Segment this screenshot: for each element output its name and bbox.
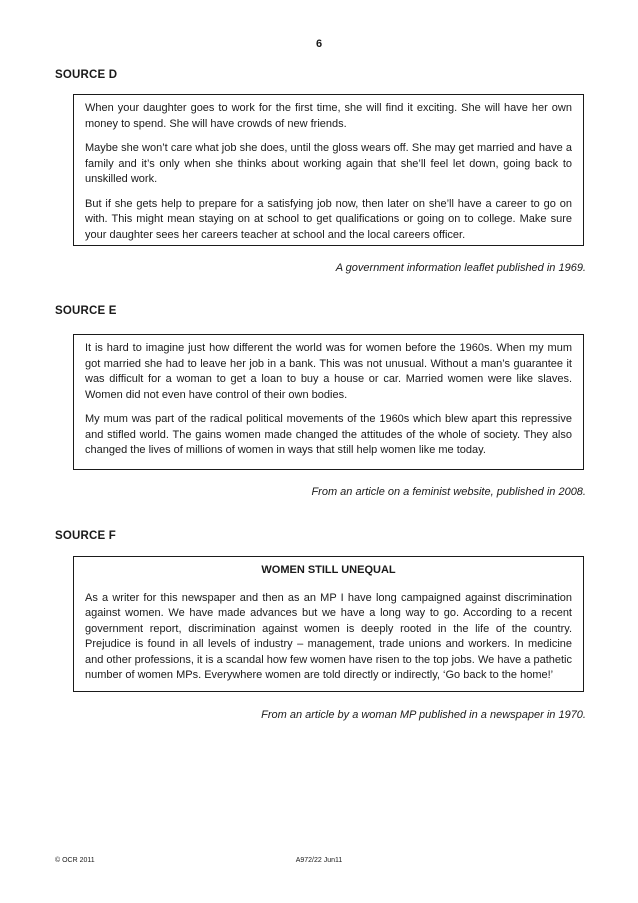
page-number: 6 (315, 38, 323, 50)
source-d-paragraph-3: But if she gets help to prepare for a satisfying job now, then later on she’ll have a career to go on with. This might mean staying on at school to get qualifications or going on to college. Make sure your daughter sees her careers teacher at school and the local careers officer. (85, 197, 572, 241)
source-d-box (73, 94, 584, 246)
source-d-paragraph-1: When your daughter goes to work for the first time, she will find it exciting. She will have her own money to spend. She will have crowds of new friends. (85, 102, 572, 130)
source-f-caption: From an article by a woman MP published in a newspaper in 1970. (261, 709, 586, 721)
source-d-heading: SOURCE D (55, 69, 118, 81)
source-f-title: WOMEN STILL UNEQUAL (261, 564, 396, 576)
source-e-paragraph-2: My mum was part of the radical political movements of the 1960s which blew apart this repressive and stifled world. The gains women made changed the attitudes of the whole of society. They also changed the lives of millions of women in ways that still help women like me today. (85, 413, 572, 456)
source-d-caption: A government information leaflet published in 1969. (335, 262, 586, 274)
footer-code: A972/22 Jun11 (295, 857, 343, 864)
source-f-heading: SOURCE F (55, 530, 117, 542)
source-e-box (73, 334, 584, 470)
source-f-box (73, 556, 584, 692)
source-e-caption: From an article on a feminist website, published in 2008. (311, 486, 586, 498)
source-f-paragraph-1: As a writer for this newspaper and then as an MP I have long campaigned against discrimination against women. We have made advances but we have a long way to go. According to a recent government report, discrimination against women is deeply rooted in the life of the country. Prejudice is found in all levels of industry – management, trade unions and workers. In medicine and other professions, it is a scandal how few women have risen to the top jobs. We have a pathetic number of women MPs. Everywhere women are told directly or indirectly, ‘Go back to the home!’ (85, 591, 572, 681)
footer-copyright: © OCR 2011 (55, 857, 95, 864)
source-e-paragraph-1: It is hard to imagine just how different the world was for women before the 1960s. When my mum got married she had to leave her job in a bank. This was not unusual. Without a man’s guarantee it was difficult for a woman to get a loan to buy a house or car. Married women were like slaves. Women did not even have control of their own bodies. (85, 342, 572, 401)
source-e-heading: SOURCE E (55, 305, 117, 317)
source-d-paragraph-2: Maybe she won’t care what job she does, until the gloss wears off. She may get married and have a family and it’s only when she thinks about working again that she’ll feel let down, going back to unskilled work. (85, 142, 572, 185)
